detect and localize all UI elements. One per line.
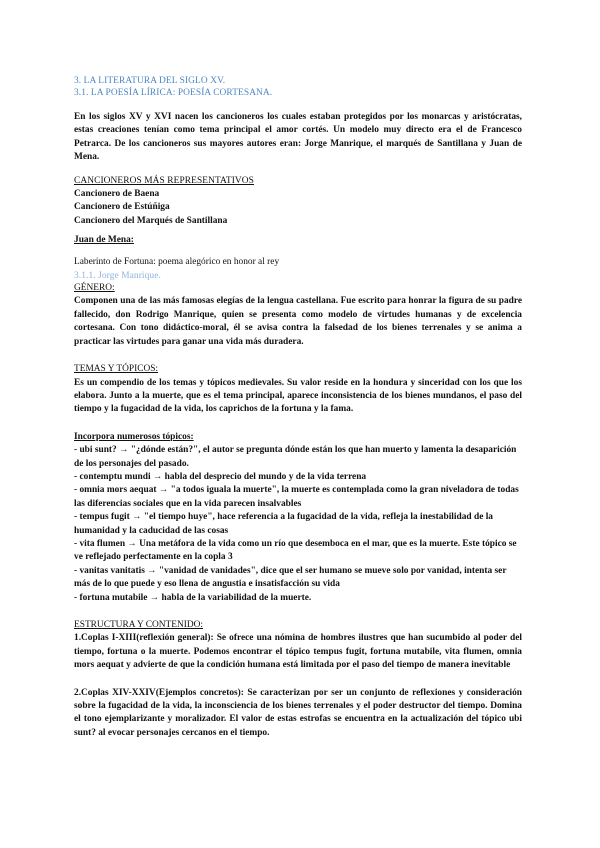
genero-block xyxy=(74,282,522,349)
topico-item: - contemptu mundi → habla del desprecio del mundo y de la vida terrena xyxy=(74,471,367,482)
estructura-label: 1.Coplas I-XIII(reflexión general): xyxy=(74,633,214,644)
topicos-title: Incorpora numerosos tópicos: xyxy=(74,431,194,442)
estructura-block xyxy=(74,619,522,740)
topico-item: - omnia mors aequat → "a todos iguala la muerte", la muerte es contemplada como la gran niveladora de todas las diferencias sociales que en la vida parecen insalvables xyxy=(74,485,519,509)
genero-text: Componen una de las más famosas elegías de la lengua castellana. Fue escrito para honrar la figura de su padre fallecido, don Rodrigo Manrique, quien se presenta como modelo de virtudes humanas y de excelencia cortesana. Con tono didáctico-moral, él se avisa contra la falsedad de los bienes terrenales y se anima a practicar las virtudes para ganar una vida más duradera. xyxy=(74,296,522,347)
temas-block xyxy=(74,363,522,417)
genero-title: GÉNERO: xyxy=(74,283,115,294)
topicos-block xyxy=(74,431,522,605)
topico-item: - tempus fugit → "el tiempo huye", hace referencia a la fugacidad de la vida, refleja la inestabilidad de la humanidad y la caducidad de las cosas xyxy=(74,512,493,536)
estructura-item-2 xyxy=(74,687,522,741)
temas-text: Es un compendio de los temas y tópicos medievales. Su valor reside en la hondura y sinceridad con los que los elabora. Junto a la muerte, que es el tema principal, aparece inconsistencia de los bienes mundanos, el paso del tiempo y la fugacidad de la vida, los caprichos de la fortuna y la fama. xyxy=(74,377,522,415)
topico-item: - ubi sunt? → "¿dónde están?", el autor se pregunta dónde están los que han muerto y lamenta la desaparición de los personajes del pasado. xyxy=(74,445,517,469)
estructura-label: 2.Coplas XIV-XXIV(Ejemplos concretos): xyxy=(74,687,244,698)
topico-item: - fortuna mutabile → habla de la variabilidad de la muerte. xyxy=(74,592,312,603)
manrique-heading: 3.1.1. Jorge Manrique. xyxy=(74,271,161,282)
estructura-text: Se caracterizan por ser un conjunto de reflexiones y consideración sobre la fugacidad de la vida, la inconsciencia de los bienes terrenales y el poder destructor del tiempo. Domina el tono ejemplarizante y moralizador. El valor de estas estrofas se encuentra en la actualización del tópico ubi sunt? al evocar personajes cercanos en el tiempo. xyxy=(74,687,523,738)
topico-item: - vita flumen → Una metáfora de la vida como un río que desemboca en el mar, que es la muerte. Este tópico se ve reflejado perfectamente en la copla 3 xyxy=(74,538,517,563)
estructura-item-1 xyxy=(74,632,522,672)
cancioneros-title: CANCIONEROS MÁS REPRESENTATIVOS xyxy=(74,175,254,186)
mena-title: Juan de Mena: xyxy=(74,235,134,246)
intro-paragraph: En los siglos XV y XVI nacen los cancioneros los cuales estaban protegidos por los monarcas y aristócratas, estas creaciones tenían como tema principal el amor cortés. Un modelo muy directo era el de Francesco Petrarca. De los cancioneros sus mayores autores eran: Jorge Manrique, el marqués de Santillana y Juan de Mena. xyxy=(74,112,522,163)
mena-block xyxy=(74,234,522,269)
temas-title: TEMAS Y TÓPICOS: xyxy=(74,364,159,375)
cancioneros-block xyxy=(74,175,522,229)
mena-work: Laberinto de Fortuna: poema alegórico en honor al rey xyxy=(74,256,280,267)
chapter-heading: 3. LA LITERATURA DEL SIGLO XV. xyxy=(74,76,226,86)
cancionero-item: Cancionero del Marqués de Santillana xyxy=(74,215,228,226)
section-heading: 3.1. LA POESÍA LÍRICA: POESÍA CORTESANA. xyxy=(74,88,273,98)
estructura-text: Se ofrece una nómina de hombres ilustres que han sucumbido al poder del tiempo, fortuna o la muerte. Podemos encontrar el tópico tempus fugit, fortuna mutabile, vita flumen, omnia mors aequat y advierte de que la condición humana está limitada por el paso del tiempo de manera inevitable xyxy=(74,633,522,671)
topico-item: - vanitas vanitatis → "vanidad de vanidades", dice que el ser humano se mueve solo por vanidad, intenta ser más de lo que puede y eso llena de angustia e insatisfacción su vida xyxy=(74,565,507,590)
document-page xyxy=(74,75,522,740)
cancionero-item: Cancionero de Baena xyxy=(74,189,160,200)
cancionero-item: Cancionero de Estúñiga xyxy=(74,202,170,213)
estructura-title: ESTRUCTURA Y CONTENIDO: xyxy=(74,620,203,630)
